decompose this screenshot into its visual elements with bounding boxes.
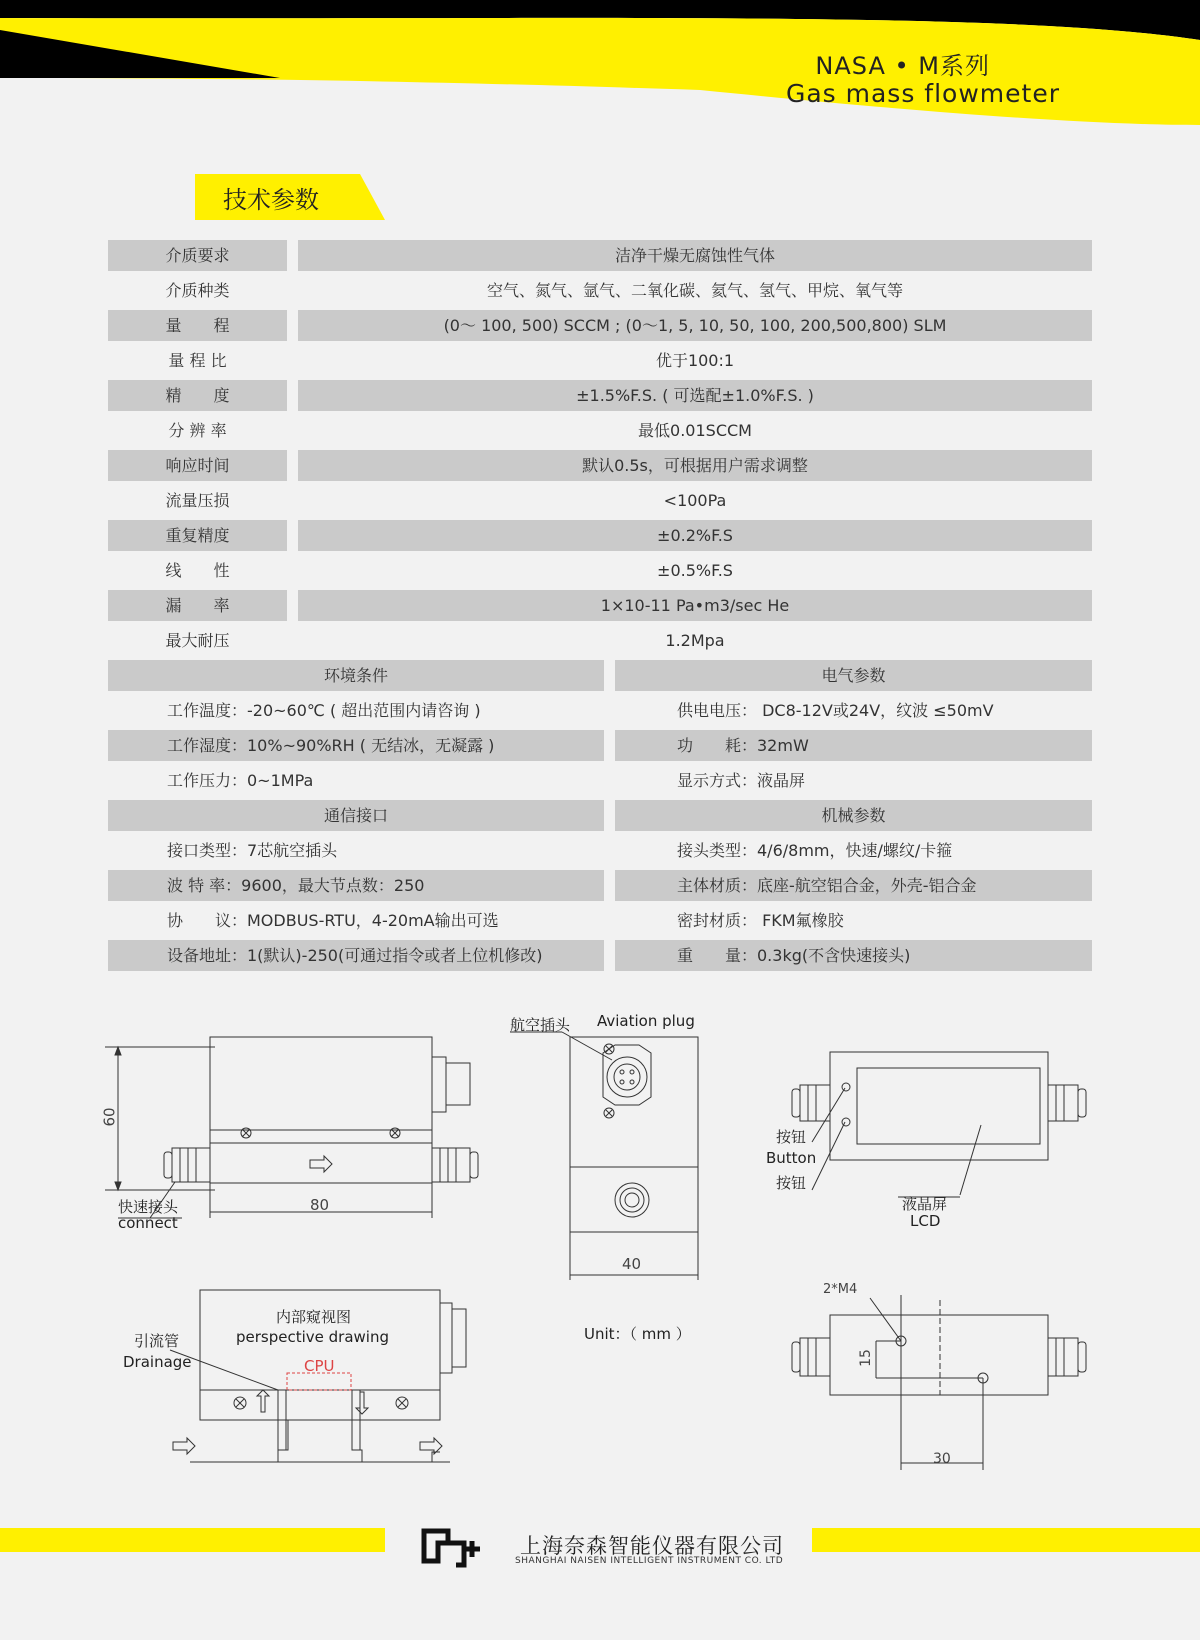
elec-item: 供电电压： DC8-12V或24V，纹波 ≤50mV [677,701,994,720]
comm-item: 波 特 率：9600，最大节点数：250 [108,870,604,901]
front-width-label: 40 [622,1255,642,1273]
elec-header: 电气参数 [615,660,1092,691]
plug-en-label: Aviation plug [597,1012,695,1030]
mech-item: 接头类型：4/6/8mm，快速/螺纹/卡箍 [677,841,953,860]
spec-label: 流量压损 [165,491,230,510]
bottom-view-drawing [792,1295,1086,1470]
top-view-drawing [792,1052,1086,1197]
spec-value: 空气、氮气、氩气、二氧化碳、氦气、氢气、甲烷、氧气等 [486,281,903,300]
spec-label: 介质种类 [165,281,230,300]
company-name-en: SHANGHAI NAISEN INTELLIGENT INSTRUMENT CO. LTD [515,1556,784,1566]
product-title: Gas mass flowmeter [785,79,1060,108]
side-height-label: 60 [100,1107,119,1127]
footer-bar-left [0,1528,385,1552]
spec-value: 最低0.01SCCM [638,421,752,440]
company-logo [420,1527,508,1569]
mech-item: 密封材质： FKM氟橡胶 [677,911,844,930]
mech-item: 主体材质：底座-航空铝合金，外壳-铝合金 [615,870,1092,901]
holes-label: 2*M4 [823,1282,858,1297]
header-banner [0,0,1200,140]
spec-value: 1×10-11 Pa•m3/sec He [298,590,1092,621]
elec-item: 功 耗：32mW [615,730,1092,761]
hole-horizontal-label: 30 [933,1451,951,1467]
env-item: 工作湿度：10%~90%RH ( 无结冰，无凝露 ) [108,730,604,761]
spec-value: ±0.5%F.S [657,561,733,580]
spec-value: 优于100:1 [655,351,735,370]
spec-label: 漏 率 [108,590,287,621]
comm-item: 接口类型：7芯航空插头 [167,841,338,860]
spec-label: 精 度 [108,380,287,411]
connect-en-label: connect [118,1214,178,1232]
spec-value: 洁净干燥无腐蚀性气体 [298,240,1092,271]
mech-item: 重 量：0.3kg(不含快速接头) [615,940,1092,971]
button-en-label: Button [766,1149,817,1167]
env-header: 环境条件 [108,660,604,691]
env-item: 工作温度：-20~60℃ ( 超出范围内请咨询 ) [167,701,481,720]
perspective-cn-label: 内部窥视图 [276,1308,352,1326]
spec-value: ±1.5%F.S. ( 可选配±1.0%F.S. ) [298,380,1092,411]
mech-header: 机械参数 [615,800,1092,831]
comm-item: 设备地址：1(默认)-250(可通过指令或者上位机修改) [108,940,604,971]
spec-label: 介质要求 [108,240,287,271]
plug-cn-label: 航空插头 [510,1016,571,1034]
section-title: 技术参数 [223,186,319,214]
perspective-en-label: perspective drawing [236,1328,389,1346]
elec-item: 显示方式：液晶屏 [677,771,806,790]
side-view-drawing [105,1037,478,1218]
hole-vertical-label: 15 [857,1349,874,1367]
spec-value: (0～ 100, 500) SCCM ; (0～1, 5, 10, 50, 100, 200,500,800) SLM [298,310,1092,341]
spec-value: <100Pa [663,491,727,510]
button-cn-label: 按钮 [776,1128,807,1146]
footer-bar-right [812,1528,1200,1552]
spec-label: 量 程 [108,310,287,341]
comm-item: 协 议：MODBUS-RTU，4-20mA输出可选 [167,911,499,930]
lcd-cn-label: 液晶屏 [902,1195,948,1213]
spec-label: 最大耐压 [165,631,230,650]
spec-label: 线 性 [165,561,230,580]
spec-value: ±0.2%F.S [298,520,1092,551]
unit-label: Unit：（ mm ） [584,1325,691,1343]
company-name-cn: 上海奈森智能仪器有限公司 [520,1534,784,1558]
spec-value: 1.2Mpa [665,631,725,650]
drainage-en-label: Drainage [123,1353,192,1371]
connect-cn-label: 快速接头 [118,1198,179,1216]
button-cn-label: 按钮 [776,1174,807,1192]
spec-label: 响应时间 [108,450,287,481]
comm-header: 通信接口 [108,800,604,831]
spec-label: 量 程 比 [168,351,227,370]
front-view-drawing [510,1032,698,1280]
technical-drawings [0,990,1200,1510]
spec-value: 默认0.5s，可根据用户需求调整 [298,450,1092,481]
series-title: NASA • M系列 [815,52,990,80]
env-item: 工作压力：0~1MPa [167,771,314,790]
cpu-label: CPU [304,1357,335,1375]
side-width-label: 80 [310,1196,330,1214]
drainage-cn-label: 引流管 [134,1332,180,1350]
spec-label: 分 辨 率 [168,421,227,440]
spec-label: 重复精度 [108,520,287,551]
lcd-en-label: LCD [910,1212,941,1230]
